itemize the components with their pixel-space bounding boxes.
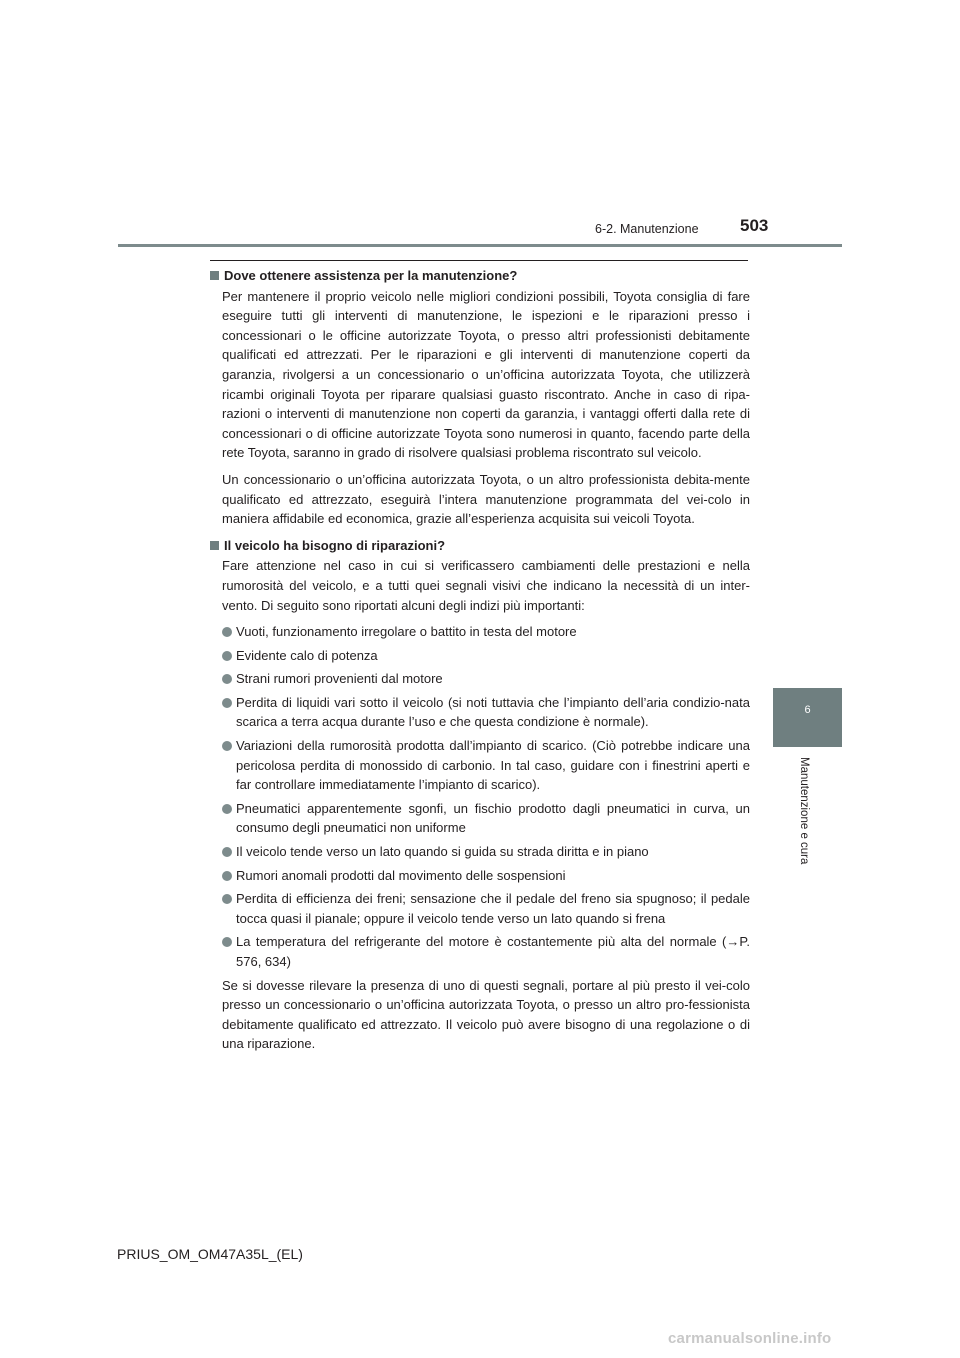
heading-text: Il veicolo ha bisogno di riparazioni? bbox=[224, 537, 446, 553]
bullet-dot-icon bbox=[222, 674, 232, 684]
bullet-dot-icon bbox=[222, 698, 232, 708]
list-item-text: Vuoti, funzionamento irregolare o battito in testa del motore bbox=[236, 624, 577, 640]
page-number: 503 bbox=[740, 216, 769, 235]
section-heading-repairs bbox=[210, 536, 750, 556]
bullet-dot-icon bbox=[222, 741, 232, 751]
list-item bbox=[222, 646, 750, 666]
list-item-text: Pneumatici apparentemente sgonfi, un fischio prodotto dagli pneumatici in curva, un consumo degli pneumatici non uniforme bbox=[236, 800, 750, 836]
paragraph-outro: Se si dovesse rilevare la presenza di uno di questi segnali, portare al più presto il vei-colo presso un concessionario o un’officina autorizzata Toyota, o presso un altro pro-fessionista debitamente qualificato ed attrezzato. Il veicolo può avere bisogno di una regolazione o di una riparazione. bbox=[222, 977, 750, 1052]
bullet-dot-icon bbox=[222, 627, 232, 637]
symptom-list bbox=[222, 622, 750, 972]
list-item bbox=[222, 669, 750, 689]
list-item bbox=[222, 866, 750, 886]
heading-text: Dove ottenere assistenza per la manutenzione? bbox=[224, 268, 518, 283]
list-item-text: Perdita di liquidi vari sotto il veicolo (si noti tuttavia che l’impianto dell’aria condizio-nata scarica a terra acqua durante l’uso e che questa condizione è normale). bbox=[236, 694, 750, 730]
list-item-text: Strani rumori provenienti dal motore bbox=[236, 671, 443, 687]
document-code: PRIUS_OM_OM47A35L_(EL) bbox=[117, 1246, 303, 1262]
list-item-text: Evidente calo di potenza bbox=[236, 647, 378, 663]
list-item-text: Perdita di efficienza dei freni; sensazione che il pedale del freno sia spugnoso; il pedale tocca quasi il pianale; oppure il veicolo tende verso un lato quando si frena bbox=[236, 891, 750, 926]
list-item bbox=[222, 799, 750, 838]
chapter-label: Manutenzione e cura bbox=[798, 757, 810, 865]
paragraph-intro: Fare attenzione nel caso in cui si verificassero cambiamenti delle prestazioni e nella rumorosità del veicolo, e a tutti quei segnali visivi che indicano la necessità di un inter-vento. Di seguito sono riportati alcuni degli indizi più importanti: bbox=[222, 558, 750, 613]
bullet-dot-icon bbox=[222, 894, 232, 904]
section-heading-assistance bbox=[210, 266, 750, 286]
bullet-dot-icon bbox=[222, 937, 232, 947]
list-item-text: Rumori anomali prodotti dal movimento delle sospensioni bbox=[236, 867, 566, 883]
list-item-text: Variazioni della rumorosità prodotta dall’impianto di scarico. (Ciò potrebbe indicare una pericolosa perdita di monossido di carbonio. In tal caso, guidare con i finestrini aperti e far controllare immediatamente l’impianto di scarico). bbox=[236, 738, 750, 793]
list-item-text: Il veicolo tende verso un lato quando si guida su strada diritta e in piano bbox=[236, 844, 649, 860]
section-title: 6-2. Manutenzione bbox=[595, 222, 699, 236]
chapter-tab bbox=[773, 688, 842, 747]
list-item bbox=[222, 842, 750, 862]
list-item-text: La temperatura del refrigerante del motore è costantemente più alta del normale (→P. 576, 634) bbox=[236, 934, 750, 969]
square-bullet-icon bbox=[210, 541, 219, 550]
header-divider bbox=[118, 244, 842, 247]
chapter-number: 6 bbox=[804, 704, 811, 716]
list-item bbox=[222, 736, 750, 795]
list-item bbox=[222, 693, 750, 732]
list-item bbox=[222, 622, 750, 642]
watermark: carmanualsonline.info bbox=[668, 1330, 832, 1347]
bullet-dot-icon bbox=[222, 651, 232, 661]
square-bullet-icon bbox=[210, 271, 219, 280]
bullet-dot-icon bbox=[222, 804, 232, 814]
paragraph: Per mantenere il proprio veicolo nelle migliori condizioni possibili, Toyota consiglia di fare eseguire tutti gli interventi di manutenzione, le ispezioni e le riparazioni presso i concessionari o le officine autorizzate Toyota, o presso altri professionisti debitamente qualificati ed attrezzati. Per le riparazioni e gli interventi di manutenzione coperti da garanzia, rivolgersi a un concessionario o un’officina autorizzata Toyota, che utilizzerà ricambi originali Toyota per riparare qualsiasi guasto riscontrato. Anche in caso di ripa-razioni o interventi di manutenzione non coperti da garanzia, i vantaggi offerti dalla rete di concessionari o di officine autorizzate Toyota sono numerosi in quanto, facendo parte della rete Toyota, saranno in grado di risolvere qualsiasi problema riscontrato sul veicolo. bbox=[222, 288, 750, 461]
list-item bbox=[222, 889, 750, 928]
bullet-dot-icon bbox=[222, 847, 232, 857]
paragraph: Un concessionario o un’officina autorizzata Toyota, o un altro professionista debita-mente qualificato ed attrezzato, eseguirà l’intera manutenzione programmata del vei-colo in maniera affidabile ed economica, grazie all’esperienza acquisita sui veicoli Toyota. bbox=[222, 471, 750, 527]
main-content bbox=[210, 266, 750, 1061]
bullet-dot-icon bbox=[222, 871, 232, 881]
list-item bbox=[222, 932, 750, 971]
content-divider bbox=[210, 260, 748, 261]
